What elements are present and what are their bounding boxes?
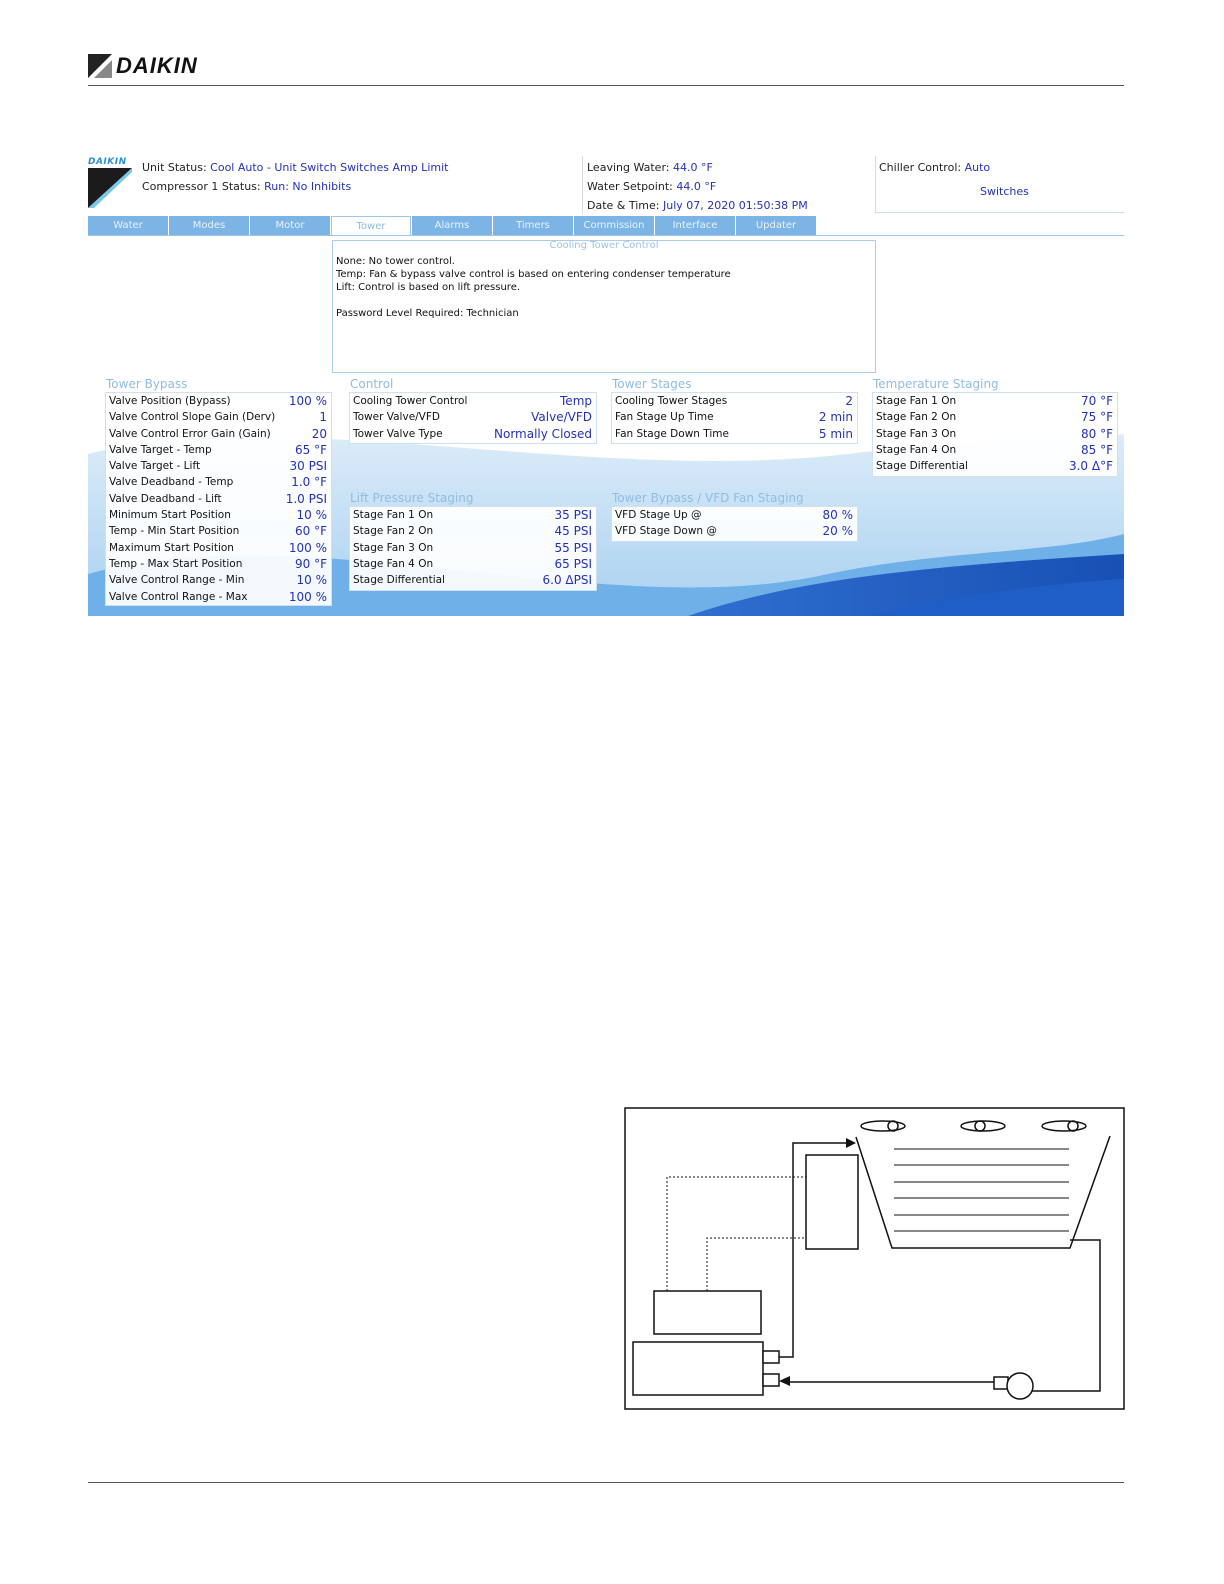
setting-label: Valve Control Range - Max bbox=[109, 590, 248, 603]
setting-row[interactable] bbox=[106, 474, 331, 490]
pump-connector bbox=[994, 1377, 1008, 1389]
setting-value[interactable]: 35 PSI bbox=[554, 508, 592, 522]
setting-row[interactable] bbox=[106, 540, 331, 556]
setting-row[interactable] bbox=[612, 523, 857, 539]
header-rule bbox=[88, 85, 1124, 86]
tab-tower[interactable]: Tower bbox=[331, 216, 411, 236]
lift-pressure-staging-title: Lift Pressure Staging bbox=[350, 491, 474, 505]
setting-value[interactable]: 1.0 PSI bbox=[285, 491, 327, 506]
status-underline bbox=[875, 212, 1124, 213]
setting-value[interactable]: Normally Closed bbox=[494, 426, 592, 441]
setting-value[interactable]: 45 PSI bbox=[554, 524, 592, 539]
tab-motor[interactable]: Motor bbox=[250, 216, 330, 236]
setting-row[interactable] bbox=[612, 409, 857, 425]
setting-value[interactable]: 100 % bbox=[288, 540, 327, 555]
tab-updater[interactable]: Updater bbox=[736, 216, 816, 236]
setting-row[interactable] bbox=[873, 426, 1117, 442]
setting-row[interactable] bbox=[350, 572, 596, 588]
setting-label: Valve Target - Lift bbox=[109, 460, 201, 473]
setting-value[interactable]: 30 PSI bbox=[289, 459, 327, 474]
tab-alarms[interactable]: Alarms bbox=[412, 216, 492, 236]
control-signal-line bbox=[707, 1238, 806, 1291]
setting-value[interactable]: 1.0 °F bbox=[291, 475, 327, 490]
setting-label: Valve Deadband - Temp bbox=[109, 476, 234, 489]
tab-modes[interactable]: Modes bbox=[169, 216, 249, 236]
lift-pressure-staging-panel bbox=[349, 506, 597, 591]
help-info-title: Cooling Tower Control bbox=[549, 240, 659, 251]
setting-value[interactable]: 55 PSI bbox=[554, 540, 592, 555]
water-setpoint: Water Setpoint: 44.0 °F bbox=[587, 180, 717, 193]
daikin-logo-icon bbox=[88, 54, 112, 78]
tab-underline bbox=[88, 235, 1124, 236]
return-arrow-icon bbox=[779, 1376, 790, 1386]
status-divider bbox=[582, 156, 583, 214]
screen-logo-icon bbox=[88, 168, 132, 208]
setting-value[interactable]: 100 % bbox=[288, 589, 327, 604]
setting-row[interactable] bbox=[106, 491, 331, 507]
setting-row[interactable] bbox=[106, 572, 331, 588]
setting-value[interactable]: Valve/VFD bbox=[531, 410, 592, 425]
setting-label: Tower Valve/VFD bbox=[353, 411, 440, 424]
setting-label: Maximum Start Position bbox=[109, 541, 234, 554]
setting-value[interactable]: 85 °F bbox=[1081, 442, 1113, 457]
setting-value[interactable]: 80 % bbox=[822, 508, 853, 522]
bypass-valve-box bbox=[806, 1155, 858, 1249]
setting-value[interactable]: 90 °F bbox=[295, 556, 327, 571]
setting-label: Stage Fan 3 On bbox=[353, 541, 434, 554]
return-pipe bbox=[1032, 1240, 1100, 1391]
condenser-inlet bbox=[763, 1374, 779, 1386]
controller-screenshot bbox=[88, 154, 1124, 616]
setting-value[interactable]: 65 PSI bbox=[554, 556, 592, 571]
tab-commission[interactable]: Commission bbox=[574, 216, 654, 236]
setting-row[interactable] bbox=[106, 556, 331, 572]
setting-label: Stage Fan 1 On bbox=[876, 395, 957, 407]
setting-row[interactable] bbox=[350, 393, 596, 409]
setting-label: Valve Control Slope Gain (Derv) bbox=[109, 411, 276, 424]
tower-fill-lines bbox=[894, 1149, 1069, 1231]
setting-label: Fan Stage Up Time bbox=[615, 411, 714, 424]
tower-stages-title: Tower Stages bbox=[612, 377, 692, 391]
setting-label: Valve Control Error Gain (Gain) bbox=[109, 427, 271, 440]
date-time: Date & Time: July 07, 2020 01:50:38 PM bbox=[587, 199, 808, 212]
supply-arrow-icon bbox=[846, 1138, 856, 1148]
control-panel bbox=[349, 392, 597, 444]
setting-label: Valve Deadband - Lift bbox=[109, 492, 222, 505]
daikin-logo-text: DAIKIN bbox=[116, 53, 198, 78]
setting-row[interactable] bbox=[106, 409, 331, 425]
setting-row[interactable] bbox=[873, 409, 1117, 425]
setting-row[interactable] bbox=[873, 393, 1117, 409]
setting-label: Valve Target - Temp bbox=[109, 443, 212, 456]
setting-label: Cooling Tower Stages bbox=[615, 395, 728, 407]
temperature-staging-title: Temperature Staging bbox=[873, 377, 999, 391]
setting-label: Minimum Start Position bbox=[109, 509, 231, 522]
setting-row[interactable] bbox=[106, 458, 331, 474]
setting-value[interactable]: 100 % bbox=[288, 394, 327, 408]
setting-row[interactable] bbox=[106, 393, 331, 409]
setting-row[interactable] bbox=[350, 523, 596, 539]
setting-value[interactable]: 2 bbox=[845, 394, 853, 408]
setting-row[interactable] bbox=[106, 523, 331, 539]
setting-label: Stage Fan 3 On bbox=[876, 427, 957, 440]
setting-value[interactable]: 1 bbox=[319, 410, 327, 425]
setting-label: Stage Fan 4 On bbox=[876, 443, 957, 456]
setting-row[interactable] bbox=[612, 426, 857, 442]
setting-row[interactable] bbox=[106, 589, 331, 605]
control-title: Control bbox=[350, 377, 394, 391]
setting-label: Stage Differential bbox=[353, 574, 445, 587]
help-info-text: None: No tower control. Temp: Fan & bypass valve control is based on entering condenser temperature Lift: Control is based on lift pressure. Password Level Required: Technician bbox=[336, 256, 731, 319]
setting-label: Stage Fan 1 On bbox=[353, 509, 434, 521]
setting-value[interactable]: 20 % bbox=[822, 524, 853, 539]
setting-label: Stage Fan 4 On bbox=[353, 557, 434, 570]
setting-row[interactable] bbox=[350, 409, 596, 425]
compressor-status-value: Run: No Inhibits bbox=[264, 180, 352, 193]
setting-label: Stage Differential bbox=[876, 460, 968, 473]
setting-row[interactable] bbox=[873, 442, 1117, 458]
screen-logo: DAIKIN bbox=[88, 157, 127, 167]
help-info-box bbox=[332, 240, 876, 373]
setting-value[interactable]: 2 min bbox=[818, 410, 853, 425]
control-signal-line bbox=[667, 1177, 806, 1291]
setting-label: Fan Stage Down Time bbox=[615, 427, 729, 440]
setting-value[interactable]: 60 °F bbox=[295, 524, 327, 539]
unit-status-value: Cool Auto - Unit Switch Switches Amp Limit bbox=[210, 161, 449, 174]
setting-label: VFD Stage Down @ bbox=[615, 525, 717, 538]
footer-rule bbox=[88, 1482, 1124, 1483]
setting-row[interactable] bbox=[106, 442, 331, 458]
controller-box bbox=[654, 1291, 761, 1334]
tab-timers[interactable]: Timers bbox=[493, 216, 573, 236]
tower-bypass-panel bbox=[105, 392, 332, 606]
setting-label: Temp - Min Start Position bbox=[109, 525, 240, 538]
tower-fan-icon bbox=[861, 1121, 1086, 1131]
setting-value[interactable]: 65 °F bbox=[295, 442, 327, 457]
status-divider bbox=[875, 156, 876, 214]
condenser-outlet bbox=[763, 1351, 779, 1363]
setting-label: Valve Control Range - Min bbox=[109, 574, 245, 587]
setting-row[interactable] bbox=[612, 393, 857, 409]
setting-label: Cooling Tower Control bbox=[353, 395, 468, 407]
setting-row[interactable] bbox=[350, 556, 596, 572]
temperature-staging-panel bbox=[872, 392, 1118, 477]
setting-value[interactable]: 6.0 ΔPSI bbox=[542, 573, 592, 588]
setting-value[interactable]: 70 °F bbox=[1081, 394, 1113, 408]
setting-value[interactable]: 3.0 Δ°F bbox=[1068, 459, 1113, 474]
switches-button[interactable]: Switches bbox=[980, 185, 1029, 198]
vfd-fan-staging-title: Tower Bypass / VFD Fan Staging bbox=[612, 491, 804, 505]
setting-label: Temp - Max Start Position bbox=[109, 557, 243, 570]
tab-bar bbox=[88, 216, 817, 236]
unit-status: Unit Status: Cool Auto - Unit Switch Switches Amp Limit bbox=[142, 161, 449, 174]
setting-label: Valve Position (Bypass) bbox=[109, 395, 231, 407]
setting-row[interactable] bbox=[106, 507, 331, 523]
setting-label: Tower Valve Type bbox=[353, 427, 443, 440]
tab-water[interactable]: Water bbox=[88, 216, 168, 236]
setting-value[interactable]: 75 °F bbox=[1081, 410, 1113, 425]
setting-value[interactable]: 5 min bbox=[818, 426, 853, 441]
setting-row[interactable] bbox=[612, 507, 857, 523]
chiller-box bbox=[633, 1342, 763, 1395]
setting-value[interactable]: Temp bbox=[560, 394, 592, 408]
vfd-fan-staging-panel bbox=[611, 506, 858, 542]
chiller-control: Chiller Control: Auto bbox=[879, 161, 991, 174]
setting-row[interactable] bbox=[350, 507, 596, 523]
setting-value[interactable]: 80 °F bbox=[1081, 426, 1113, 441]
setting-row[interactable] bbox=[873, 458, 1117, 474]
setting-value[interactable]: 10 % bbox=[296, 508, 327, 523]
pump-icon bbox=[1007, 1373, 1033, 1399]
setting-label: Stage Fan 2 On bbox=[876, 411, 957, 424]
setting-row[interactable] bbox=[350, 426, 596, 442]
setting-row[interactable] bbox=[350, 540, 596, 556]
tower-bypass-title: Tower Bypass bbox=[106, 377, 188, 391]
setting-value[interactable]: 20 bbox=[311, 426, 327, 441]
leaving-water: Leaving Water: 44.0 °F bbox=[587, 161, 713, 174]
setting-label: VFD Stage Up @ bbox=[615, 509, 702, 521]
setting-label: Stage Fan 2 On bbox=[353, 525, 434, 538]
setting-row[interactable] bbox=[106, 426, 331, 442]
tower-stages-panel bbox=[611, 392, 858, 444]
cooling-tower-schematic bbox=[624, 1107, 1125, 1410]
tab-interface[interactable]: Interface bbox=[655, 216, 735, 236]
compressor-status: Compressor 1 Status: Run: No Inhibits bbox=[142, 180, 352, 193]
setting-value[interactable]: 10 % bbox=[296, 573, 327, 588]
daikin-logo bbox=[88, 52, 198, 80]
